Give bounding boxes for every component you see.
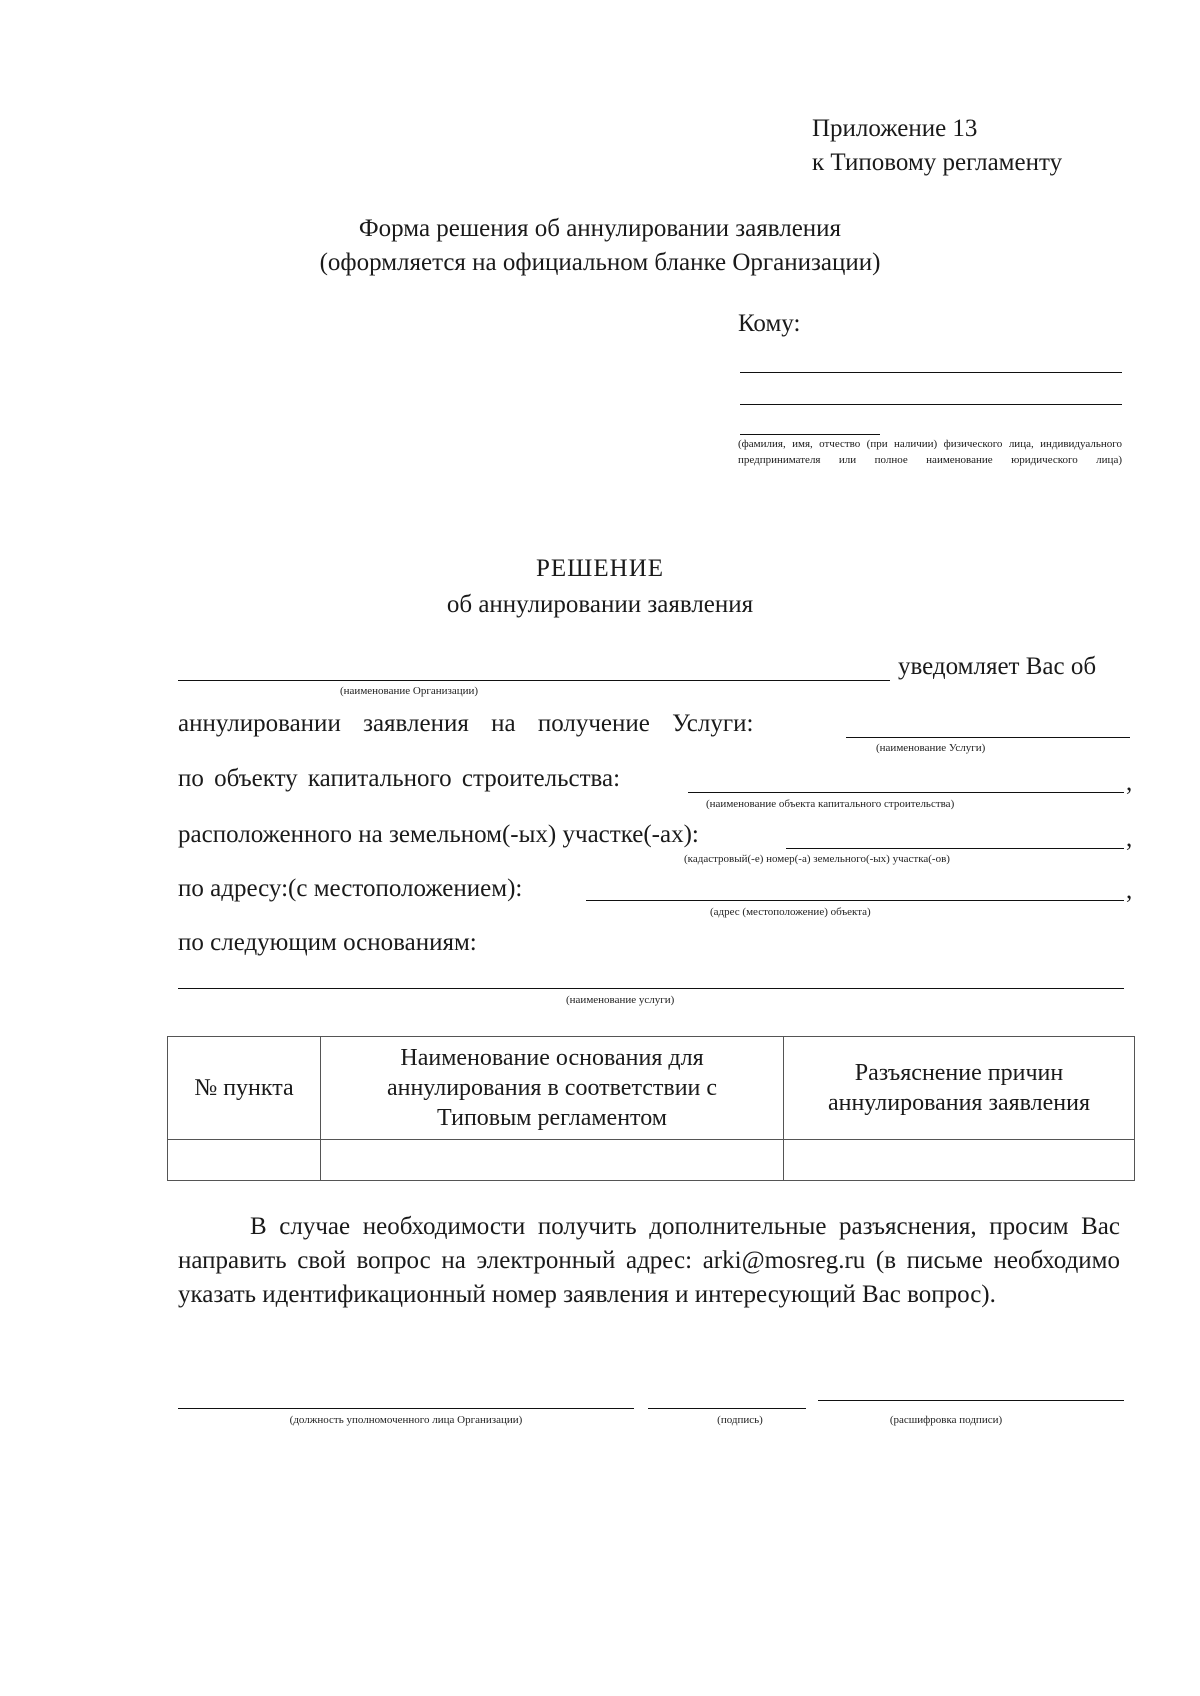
grounds-caption: (наименование услуги) — [566, 994, 675, 1006]
object-text: по объекту капитального строительства: — [178, 765, 621, 792]
closing-paragraph — [178, 1210, 1120, 1312]
service-caption: (наименование Услуги) — [876, 742, 986, 754]
recipient-label: Кому: — [738, 310, 801, 337]
table-cell-ground[interactable] — [321, 1140, 784, 1181]
land-plot-caption: (кадастровый(-е) номер(-а) земельного(-ых) участка(-ов) — [684, 853, 950, 865]
closing-text: В случае необходимости получить дополнительные разъяснения, просим Вас направить свой вопрос на электронный адрес: arki@mosreg.ru (в письме необходимо указать идентификационный номер заявления и интересующий Вас вопрос). — [178, 1213, 1120, 1308]
table-cell-number[interactable] — [168, 1140, 321, 1181]
position-field[interactable] — [178, 1408, 634, 1409]
table-row — [168, 1140, 1135, 1181]
table-header-number: № пункта — [168, 1037, 321, 1140]
position-caption: (должность уполномоченного лица Организации) — [289, 1414, 523, 1426]
form-title-line-1: Форма решения об аннулировании заявления — [358, 215, 842, 242]
table-header-row — [168, 1037, 1135, 1140]
land-plot-field[interactable] — [786, 848, 1124, 849]
recipient-line-1[interactable] — [740, 372, 1122, 373]
recipient-caption: (фамилия, имя, отчество (при наличии) физического лица, индивидуального предпринимателя или полное наименование юридического лица) — [738, 438, 1122, 466]
object-field[interactable] — [688, 792, 1124, 793]
organization-caption: (наименование Организации) — [340, 685, 479, 697]
land-plot-text: расположенного на земельном(-ых) участке(-ах): — [178, 821, 699, 848]
annulment-text: аннулировании заявления на получение Услуги: — [178, 710, 754, 737]
address-field[interactable] — [586, 900, 1124, 901]
organization-field[interactable] — [178, 680, 890, 681]
form-title — [0, 212, 1200, 280]
address-text: по адресу:(с местоположением): — [178, 875, 523, 902]
decision-title: РЕШЕНИЕ — [535, 555, 665, 582]
table-cell-explanation[interactable] — [784, 1140, 1135, 1181]
address-caption: (адрес (местоположение) объекта) — [710, 906, 871, 918]
comma-5: , — [1126, 877, 1133, 904]
appendix-line-2: к Типовому регламенту — [812, 149, 1063, 176]
table-header-ground: Наименование основания для аннулирования в соответствии с Типовым регламентом — [321, 1037, 784, 1140]
signature-caption: (подпись) — [717, 1414, 763, 1426]
signature-decode-caption: (расшифровка подписи) — [889, 1414, 1003, 1426]
signature-decode-field[interactable] — [818, 1400, 1124, 1401]
recipient-line-3[interactable] — [740, 434, 880, 435]
grounds-field[interactable] — [178, 988, 1124, 989]
comma-4: , — [1126, 825, 1133, 852]
object-caption: (наименование объекта капитального строительства) — [706, 798, 955, 810]
decision-subtitle: об аннулировании заявления — [446, 591, 754, 618]
recipient-line-2[interactable] — [740, 404, 1122, 405]
appendix-line-1: Приложение 13 — [812, 115, 978, 142]
table-header-explanation: Разъяснение причин аннулирования заявления — [784, 1037, 1135, 1140]
service-field[interactable] — [846, 737, 1130, 738]
appendix-reference — [812, 112, 1062, 180]
notifies-text: уведомляет Вас об — [898, 653, 1097, 680]
form-title-line-2: (оформляется на официальном бланке Организации) — [319, 249, 881, 276]
signature-field[interactable] — [648, 1408, 806, 1409]
grounds-table — [167, 1036, 1135, 1181]
grounds-text: по следующим основаниям: — [178, 929, 477, 956]
comma-3: , — [1126, 769, 1133, 796]
